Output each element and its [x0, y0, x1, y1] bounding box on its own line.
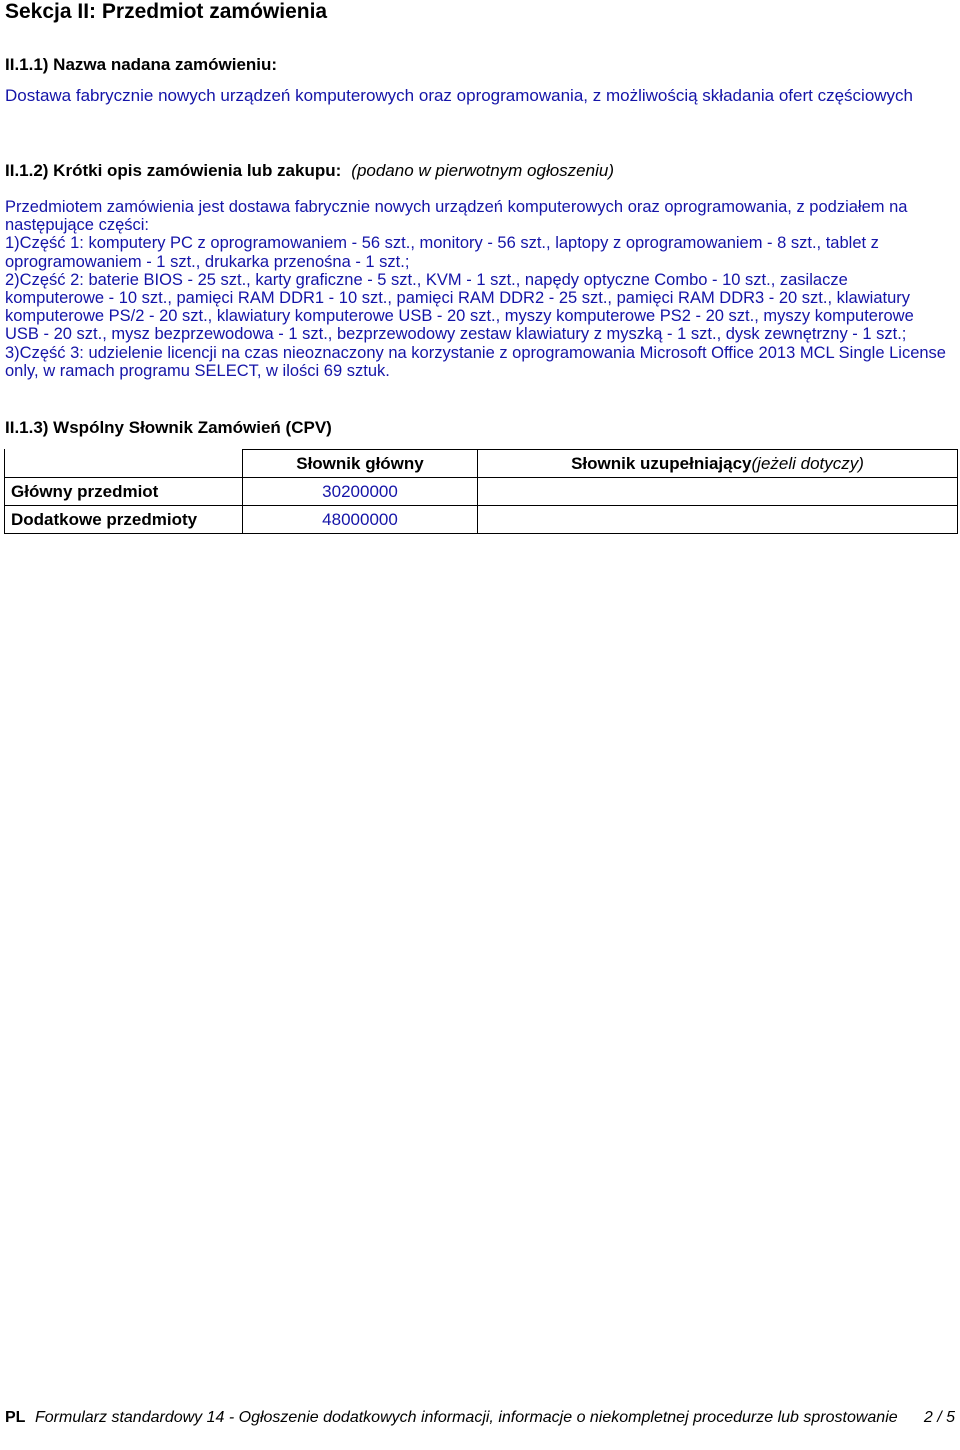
cpv-row-label: Dodatkowe przedmioty: [5, 506, 243, 534]
cpv-row-code: 30200000: [243, 478, 478, 506]
description-part-2: 2)Część 2: baterie BIOS - 25 szt., karty graficzne - 5 szt., KVM - 1 szt., napędy optyczne Combo - 10 szt., zasilacze komputerowe - 10 szt., pamięci RAM DDR1 - 10 szt., pamięci RAM DDR2 - 25 szt., pamięci RAM DDR3 - 20 szt., klawiatury komputerowe PS/2 - 20 szt., klawiatury komputerowe USB - 20 szt., myszy komputerowe PS2 - 20 szt., myszy komputerowe USB - 20 szt., mysz bezprzewodowa - 1 szt., bezprzewodowy zestaw klawiatury z myszką - 1 szt., dysk zewnętrzny - 1 szt.;: [5, 270, 914, 344]
contract-description: [5, 198, 950, 380]
cpv-row-supp: [478, 478, 958, 506]
footer-page-number: 2 / 5: [923, 1409, 955, 1426]
contract-name: Dostawa fabrycznie nowych urządzeń komputerowych oraz oprogramowania, z możliwością składania ofert częściowych: [5, 86, 914, 105]
description-part-1: 1)Część 1: komputery PC z oprogramowaniem - 56 szt., monitory - 56 szt., laptopy z oprogramowaniem - 8 szt., tablet z oprogramowaniem - 1 szt., drukarka przenośna - 1 szt.;: [5, 234, 879, 271]
cpv-header-supp-label: Słownik uzupełniający: [571, 453, 752, 473]
table-row: [5, 506, 958, 534]
footer-form-title: Formularz standardowy 14 - Ogłoszenie dodatkowych informacji, informacje o niekompletnej procedurze lub sprostowanie: [35, 1409, 898, 1426]
table-row: [5, 478, 958, 506]
heading-ii-1-3: II.1.3) Wspólny Słownik Zamówień (CPV): [5, 418, 332, 437]
heading-ii-1-2-label: II.1.2) Krótki opis zamówienia lub zakupu:: [5, 161, 342, 180]
cpv-header-main: Słownik główny: [243, 450, 478, 478]
heading-ii-1-2: [5, 160, 614, 182]
description-intro: Przedmiotem zamówienia jest dostawa fabrycznie nowych urządzeń komputerowych oraz oprogramowania, z podziałem na następujące części:: [5, 198, 908, 235]
cpv-table: [4, 449, 958, 534]
cpv-header-empty: [5, 450, 243, 478]
cpv-row-label: Główny przedmiot: [5, 478, 243, 506]
heading-ii-1-2-note: (podano w pierwotnym ogłoszeniu): [351, 161, 614, 180]
footer-language: PL: [5, 1409, 26, 1426]
cpv-header-row: [5, 450, 958, 478]
cpv-row-code: 48000000: [243, 506, 478, 534]
cpv-row-supp: [478, 506, 958, 534]
page-footer: [5, 1407, 955, 1428]
section-title: Sekcja II: Przedmiot zamówienia: [5, 0, 328, 23]
cpv-header-supp-note: (jeżeli dotyczy): [751, 453, 864, 473]
cpv-header-supp: [478, 450, 958, 478]
heading-ii-1-1: II.1.1) Nazwa nadana zamówieniu:: [5, 55, 278, 74]
description-part-3: 3)Część 3: udzielenie licencji na czas nieoznaczony na korzystanie z oprogramowania Microsoft Office 2013 MCL Single License only, w ramach programu SELECT, w ilości 69 sztuk.: [5, 343, 946, 380]
